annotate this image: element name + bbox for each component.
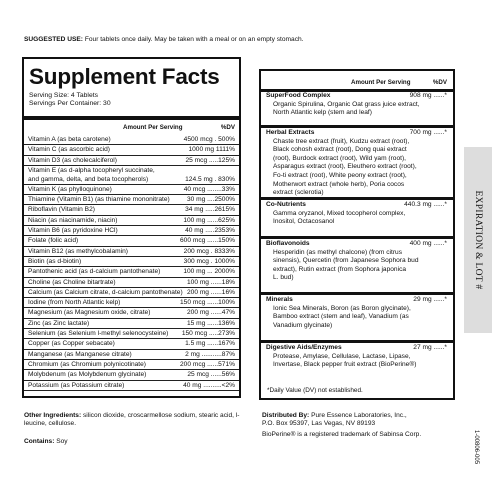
nutrient-name: Iodine (from North Atlantic kelp) <box>28 299 121 307</box>
contains-label: Contains: <box>24 438 55 445</box>
nutrient-row <box>24 166 239 185</box>
suggested-use <box>24 36 454 43</box>
nutrient-name: Vitamin K (as phylloquinone) <box>28 185 112 193</box>
nutrient-name: Potassium (as Potassium citrate) <box>28 381 125 389</box>
serving-info <box>29 92 111 108</box>
side-code: 1-00806-005 <box>473 430 479 465</box>
nutrient-row <box>24 308 239 318</box>
nutrient-name: Vitamin D3 (as cholecalciferol) <box>28 156 117 164</box>
nutrient-amount: 2 mg ...........87% <box>185 350 235 358</box>
blend-name: Co-Nutrients <box>266 201 306 208</box>
nutrient-amount: 200 mcg . 8333% <box>183 247 235 255</box>
blend-block <box>261 239 453 284</box>
expiration-lot-label: EXPIRATION & LOT # <box>473 190 483 290</box>
nutrient-name: Pantothenic acid (as d-calcium pantothenate) <box>28 268 161 276</box>
nutrient-amount: 40 mg ..........<2% <box>183 381 235 389</box>
blend-ingredients: Protease, Amylase, Cellulase, Lactase, Lipase, Invertase, Black pepper fruit extract (BioPerine®) <box>273 352 417 369</box>
nutrient-amount: 1000 mg 1111% <box>188 146 235 154</box>
nutrient-amount: 25 mcg ......56% <box>187 371 235 379</box>
blend-block <box>261 128 453 199</box>
nutrient-row <box>24 267 239 277</box>
dv-header: %DV <box>220 124 235 131</box>
blend-ingredients: Chaste tree extract (fruit), Kudzu extract (root), Black cohosh extract (root), Dong quai extract (root), Burdock extract (root), Wild yam (root), Asparagus extract (root), Eleuthero extract (root), Fo-ti extract (root), White peony extract (root), Motherwort extract (whole herb), Poria cocos extract (sclerotia) <box>273 137 417 197</box>
blend-name: Herbal Extracts <box>266 129 315 136</box>
blend-name: Minerals <box>266 296 293 303</box>
distributor-address: P.O. Box 95397, Las Vegas, NV 89193 <box>262 420 376 428</box>
distributor-name: Pure Essence Laboratories, Inc., <box>309 412 407 419</box>
blend-amount: 908 mg ......* <box>409 92 447 99</box>
suggested-use-label: SUGGESTED USE: <box>24 36 83 43</box>
nutrient-name: Niacin (as niacinamide, niacin) <box>28 216 118 224</box>
nutrient-name: Calcium (as Calcium citrate, d-calcium pantothenate) <box>28 288 183 296</box>
nutrient-amount: 100 mg ......625% <box>183 216 235 224</box>
dv-footnote: *Daily Value (DV) not established. <box>267 387 363 394</box>
nutrient-amount: 4500 mcg . 500% <box>183 136 235 143</box>
nutrient-name: Vitamin B12 (as methylcobalamin) <box>28 247 128 255</box>
blend-ingredients: Organic Spirulina, Organic Oat grass juice extract, North Atlantic kelp (stem and leaf) <box>273 100 420 117</box>
nutrient-row <box>24 278 239 288</box>
nutrient-amount: 200 mcg ......571% <box>180 360 235 368</box>
suggested-use-text: Four tablets once daily. May be taken with a meal or on an empty stomach. <box>83 36 304 43</box>
nutrient-row <box>24 156 239 166</box>
blend-amount: 29 mg ......* <box>413 296 447 303</box>
nutrient-row <box>24 205 239 215</box>
blend-ingredients: Ionic Sea Minerals, Boron (as Boron glycinate), Bamboo extract (stem and leaf), Vanadium (as Vanadium glycinate) <box>273 304 411 329</box>
nutrient-amount: 150 mcg ......100% <box>180 299 235 307</box>
nutrient-name: Copper (as Copper sebacate) <box>28 340 115 348</box>
column-header <box>24 124 239 133</box>
serving-size: Serving Size: 4 Tablets <box>29 92 99 99</box>
nutrient-name: Vitamin A (as beta carotene) <box>28 136 111 143</box>
nutrient-name: Zinc (as Zinc lactate) <box>28 319 90 327</box>
blend-dv-header: %DV <box>432 79 447 86</box>
nutrient-amount: 30 mg ....2500% <box>186 196 235 204</box>
nutrient-amount: 40 mcg ........33% <box>183 185 235 193</box>
nutrient-row <box>24 339 239 349</box>
nutrient-row <box>24 370 239 380</box>
nutrient-amount: 40 mg .....2353% <box>185 227 235 235</box>
blend-amount: 440.3 mg ......* <box>404 201 447 208</box>
blend-amount: 700 mg ......* <box>409 129 447 136</box>
nutrient-row <box>24 236 239 246</box>
nutrient-name: Folate (folic acid) <box>28 237 79 245</box>
nutrient-name: Manganese (as Manganese citrate) <box>28 350 132 358</box>
nutrient-amount: 25 mcg .....125% <box>185 156 235 164</box>
blend-ingredients: Gamma oryzanol, Mixed tocopherol complex, Inositol, Octacosanol <box>273 209 406 226</box>
nutrient-row <box>24 145 239 155</box>
nutrient-row <box>24 319 239 329</box>
nutrient-row <box>24 226 239 236</box>
nutrient-name: Riboflavin (Vitamin B2) <box>28 206 95 214</box>
nutrient-name: Vitamin B6 (as pyridoxine HCl) <box>28 227 118 235</box>
other-ingredients-text: silicon dioxide, croscarmellose sodium, stearic acid, l-leucine, cellulose. <box>24 412 240 428</box>
blend-block <box>261 91 453 119</box>
nutrient-name: Magnesium (as Magnesium oxide, citrate) <box>28 309 151 317</box>
nutrient-name: Selenium (as Selenium l-methyl selenocysteine) <box>28 330 169 338</box>
nutrient-amount: 15 mg ......136% <box>186 319 235 327</box>
other-ingredients <box>24 412 244 429</box>
nutrient-row <box>24 329 239 339</box>
nutrient-amount: 200 mg ......16% <box>186 288 235 296</box>
blend-column-header <box>261 79 453 88</box>
nutrient-row <box>24 350 239 360</box>
nutrient-row <box>24 195 239 205</box>
supplement-facts-panel <box>22 57 241 398</box>
nutrient-row <box>24 288 239 298</box>
blend-name: Digestive Aids/Enzymes <box>266 344 342 351</box>
blend-panel <box>259 69 455 400</box>
other-ingredients-label: Other Ingredients: <box>24 412 82 419</box>
nutrient-name: Chromium (as Chromium polynicotinate) <box>28 360 146 368</box>
nutrient-amount: 600 mcg ......150% <box>180 237 235 245</box>
servings-per-container: Servings Per Container: 30 <box>29 100 111 108</box>
nutrient-row <box>24 185 239 195</box>
supplement-facts-title: Supplement Facts <box>29 64 220 89</box>
nutrient-amount: 300 mcg . 1000% <box>183 257 235 265</box>
nutrient-amount: 124.5 mg . 830% <box>185 175 235 183</box>
allergen-contains <box>24 438 68 446</box>
nutrient-amount: 100 mg ... 2000% <box>183 268 235 276</box>
blend-amount: 400 mg ......* <box>409 240 447 247</box>
nutrient-name: Choline (as Choline bitartrate) <box>28 278 116 286</box>
blend-amount-header: Amount Per Serving <box>351 79 411 86</box>
nutrient-amount: 1.5 mg ......167% <box>185 340 235 348</box>
nutrient-table <box>24 135 239 391</box>
distributed-by-label: Distributed By: <box>262 412 310 419</box>
blend-name: SuperFood Complex <box>266 92 331 99</box>
blend-amount: 27 mg ......* <box>413 344 447 351</box>
nutrient-row <box>24 381 239 391</box>
blend-block <box>261 200 453 228</box>
blend-block <box>261 343 453 371</box>
nutrient-amount: 150 mcg .....273% <box>181 330 235 338</box>
thick-divider <box>24 116 239 120</box>
nutrient-name: Molybdenum (as Molybdenum glycinate) <box>28 371 147 379</box>
nutrient-row <box>24 360 239 370</box>
nutrient-row <box>24 135 239 145</box>
bioperine-trademark: BioPerine® is a registered trademark of Sabinsa Corp. <box>262 430 422 438</box>
nutrient-amount: 34 mg .....2615% <box>185 206 235 214</box>
nutrient-name: Thiamine (Vitamin B1) (as thiamine mononitrate) <box>28 196 170 204</box>
blend-block <box>261 295 453 331</box>
nutrient-row <box>24 298 239 308</box>
distributor <box>262 412 462 439</box>
blend-ingredients: Hesperidin (as methyl chalcone) (from citrus sinensis), Quercetin (from Japanese Sophora bud extract), Rutin extract (from Sophora japonica L. bud) <box>273 248 419 282</box>
nutrient-row <box>24 216 239 226</box>
nutrient-name: Vitamin E (as d-alpha tocopheryl succinate, and gamma, delta, and beta tocopherols) <box>28 166 155 183</box>
blend-name: Bioflavonoids <box>266 240 310 247</box>
nutrient-name: Vitamin C (as ascorbic acid) <box>28 146 110 154</box>
nutrient-row <box>24 257 239 267</box>
contains-text: Soy <box>54 438 68 445</box>
amount-header: Amount Per Serving <box>123 124 183 131</box>
nutrient-amount: 100 mg ......18% <box>186 278 235 286</box>
nutrient-row <box>24 247 239 257</box>
nutrient-name: Biotin (as d-biotin) <box>28 257 82 265</box>
nutrient-amount: 200 mg ......47% <box>186 309 235 317</box>
expiration-lot-tab <box>464 147 492 333</box>
